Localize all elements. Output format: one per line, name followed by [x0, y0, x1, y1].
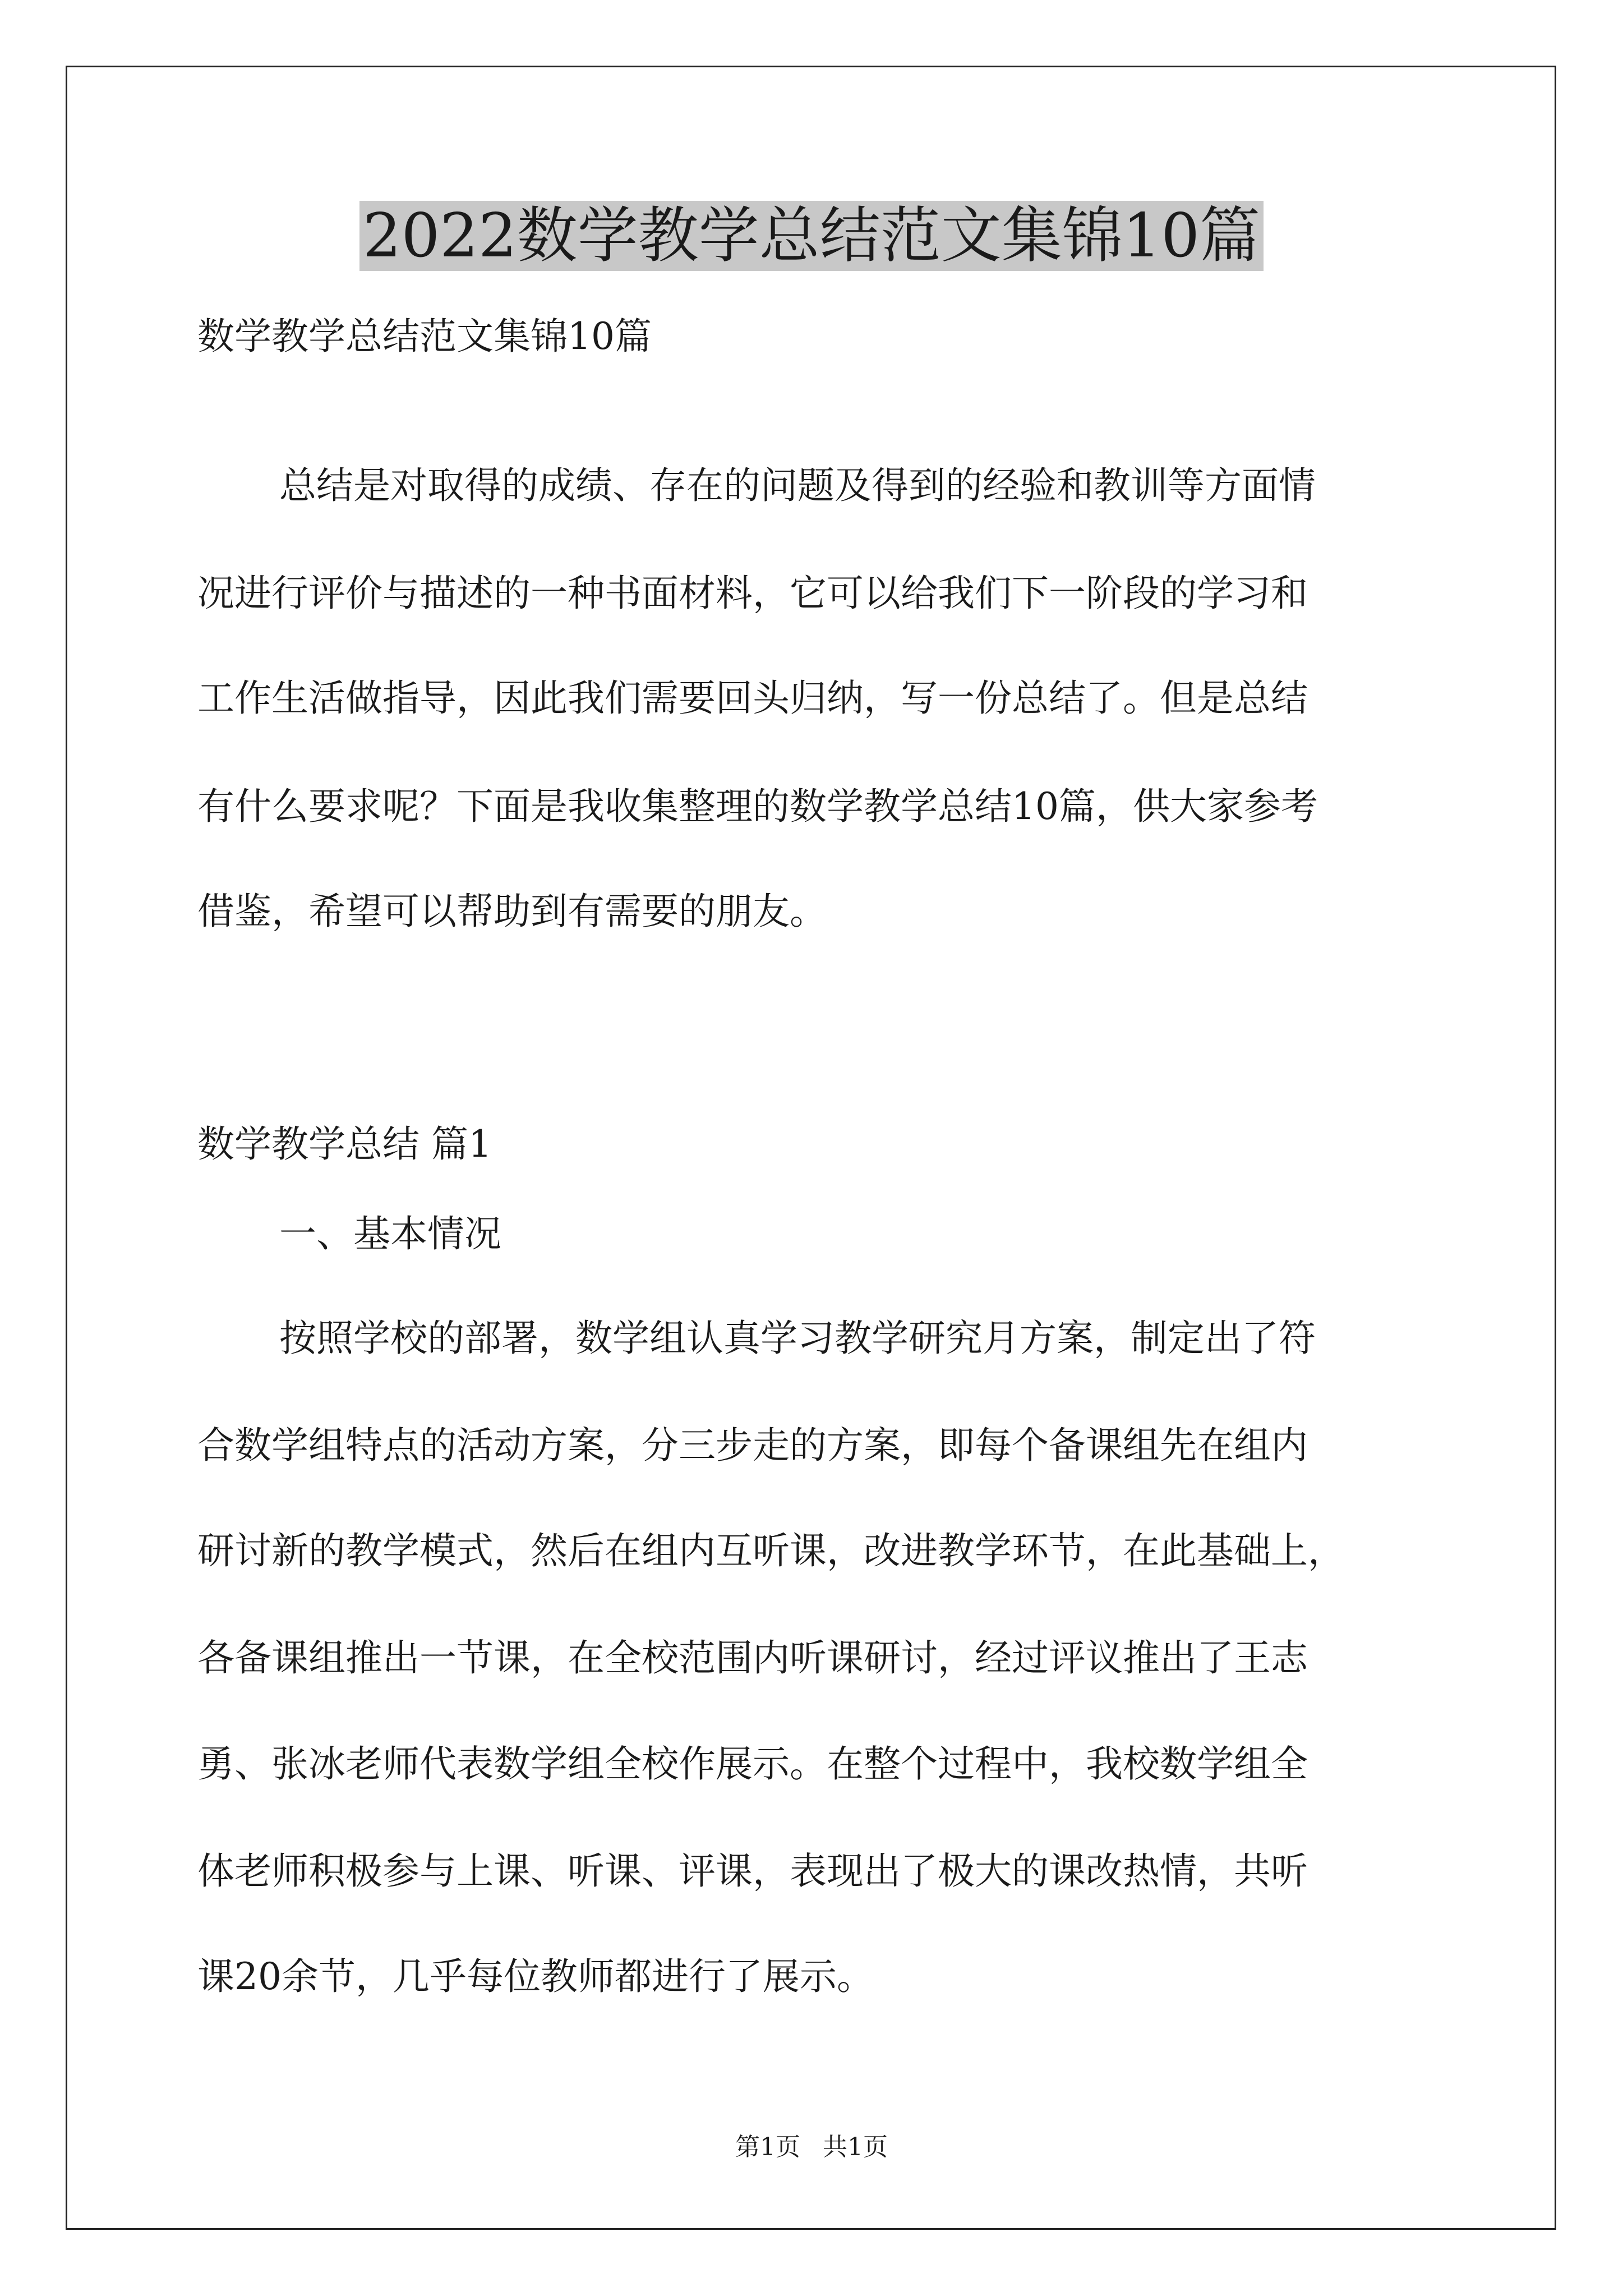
- intro-line: 工作生活做指导，因此我们需要回头归纳，写一份总结了。但是总结: [197, 677, 1308, 720]
- intro-line: 总结是对取得的成绩、存在的问题及得到的经验和教训等方面情: [279, 464, 1316, 507]
- body-line: 研讨新的教学模式，然后在组内互听课，改进教学环节，在此基础上，: [197, 1529, 1345, 1572]
- body-line: 勇、张冰老师代表数学组全校作展示。在整个过程中，我校数学组全: [197, 1742, 1308, 1786]
- document-subtitle: 数学教学总结范文集锦10篇: [197, 315, 652, 358]
- body-line: 各备课组推出一节课，在全校范围内听课研讨，经过评议推出了王志: [197, 1636, 1308, 1680]
- subsection-heading: 一、基本情况: [279, 1212, 501, 1255]
- document-title: [0, 200, 1623, 273]
- page-footer: [0, 2132, 1623, 2163]
- section-heading: 数学教学总结 篇1: [197, 1122, 492, 1166]
- intro-line: 有什么要求呢？下面是我收集整理的数学教学总结10篇，供大家参考: [197, 785, 1318, 828]
- body-line: 课20余节，几乎每位教师都进行了展示。: [197, 1955, 874, 1998]
- intro-line: 况进行评价与描述的一种书面材料，它可以给我们下一阶段的学习和: [197, 572, 1308, 615]
- document-title-text: 2022数学教学总结范文集锦10篇: [359, 201, 1264, 271]
- page-number: 第1页: [735, 2133, 800, 2161]
- body-line: 按照学校的部署，数学组认真学习教学研究月方案，制定出了符: [279, 1317, 1316, 1360]
- body-line: 体老师积极参与上课、听课、评课，表现出了极大的课改热情，共听: [197, 1849, 1308, 1893]
- body-line: 合数学组特点的活动方案，分三步走的方案，即每个备课组先在组内: [197, 1424, 1308, 1467]
- intro-line: 借鉴，希望可以帮助到有需要的朋友。: [197, 890, 827, 933]
- page-total: 共1页: [823, 2133, 888, 2161]
